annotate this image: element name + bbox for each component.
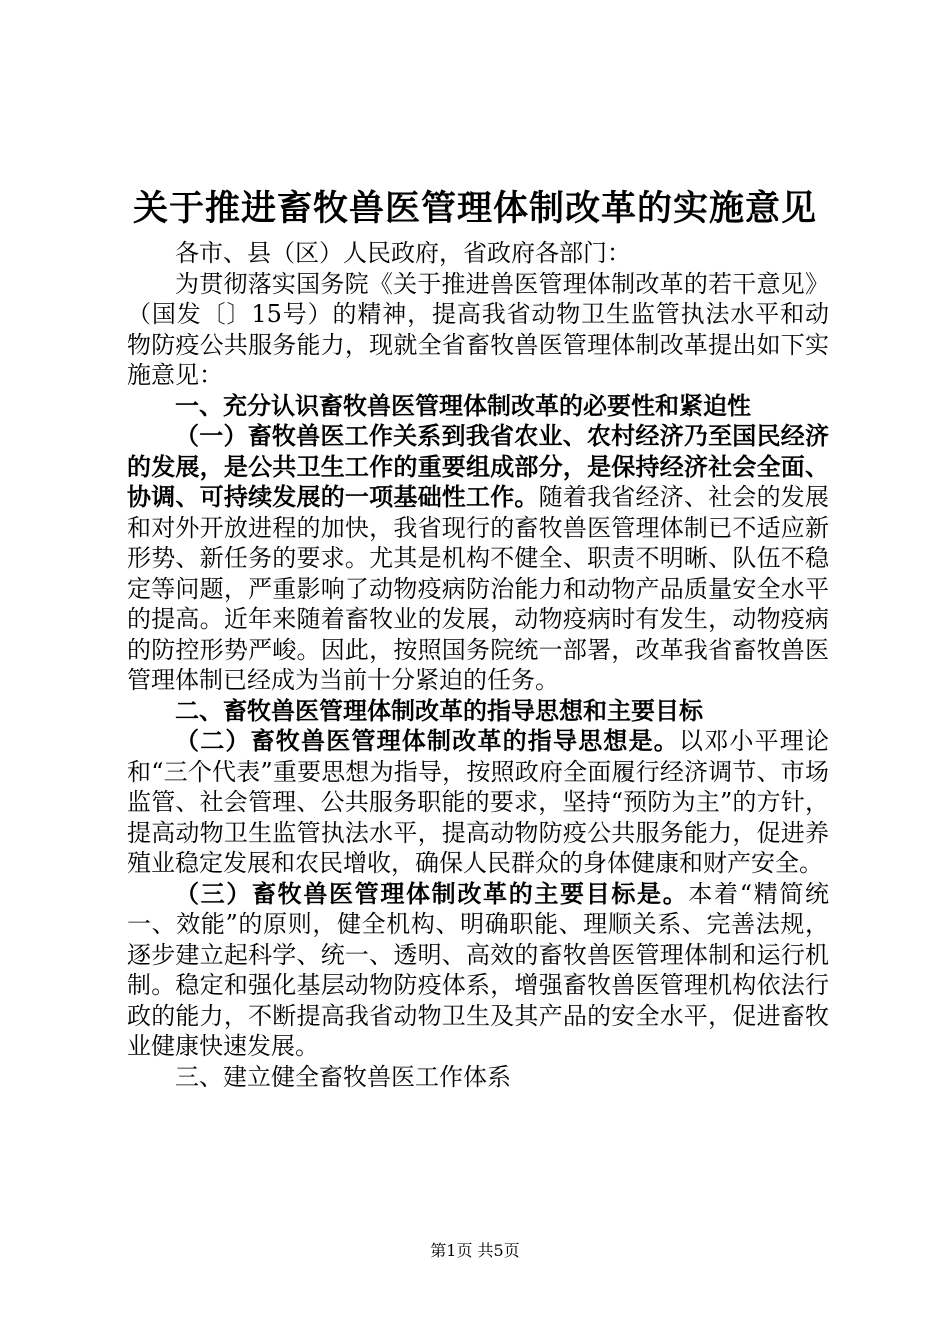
document-body [127,238,829,1092]
item-2-lead: （二）畜牧兽医管理体制改革的指导思想是。 [175,727,679,755]
item-3-body: 本着“精简统一、效能”的原则，健全机构、明确职能、理顺关系、完善法规，逐步建立起科学、统一、透明、高效的畜牧兽医管理体制和运行机制。稳定和强化基层动物防疫体系，增强畜牧兽医管理机构依法行政的能力，不断提高我省动物卫生及其产品的安全水平，促进畜牧业健康快速发展。 [127,879,829,1060]
item-1-body: 随着我省经济、社会的发展和对外开放进程的加快，我省现行的畜牧兽医管理体制已不适应新形势、新任务的要求。尤其是机构不健全、职责不明晰、队伍不稳定等问题，严重影响了动物疫病防治能力和动物产品质量安全水平的提高。近年来随着畜牧业的发展，动物疫病时有发生，动物疫病的防控形势严峻。因此，按照国务院统一部署，改革我省畜牧兽医管理体制已经成为当前十分紧迫的任务。 [127,483,830,694]
salutation: 各市、县（区）人民政府，省政府各部门： [175,239,631,267]
item-2-paragraph [127,726,829,879]
item-3-lead: （三）畜牧兽医管理体制改革的主要目标是。 [175,879,689,908]
section-2-heading: 二、畜牧兽医管理体制改革的指导思想和主要目标 [175,696,703,725]
document-title: 关于推进畜牧兽医管理体制改革的实施意见 [132,189,817,229]
section-1-heading: 一、充分认识畜牧兽医管理体制改革的必要性和紧迫性 [175,391,751,420]
item-1-lead: （一）畜牧兽医工作关系到我省农业、农村经济乃至国民经济的发展，是公共卫生工作的重要组成部分，是保持经济社会全面、协调、可持续发展的一项基础性工作。 [127,422,829,511]
section-3-heading: 三、建立健全畜牧兽医工作体系 [175,1062,511,1091]
item-2-body: 以邓小平理论和“三个代表”重要思想为指导，按照政府全面履行经济调节、市场监管、社会管理、公共服务职能的要求，坚持“预防为主”的方针，提高动物卫生监管执法水平，提高动物防疫公共服务能力，促进养殖业稳定发展和农民增收，确保人民群众的身体健康和财产安全。 [127,727,829,877]
page-footer: 第1页 共5页 [430,1241,520,1260]
intro-paragraph: 为贯彻落实国务院《关于推进兽医管理体制改革的若干意见》（国发〔〕15号）的精神，提高我省动物卫生监管执法水平和动物防疫公共服务能力，现就全省畜牧兽医管理体制改革提出如下实施意见： [127,269,829,389]
item-3-paragraph [127,879,829,1062]
item-1-paragraph [127,421,829,696]
